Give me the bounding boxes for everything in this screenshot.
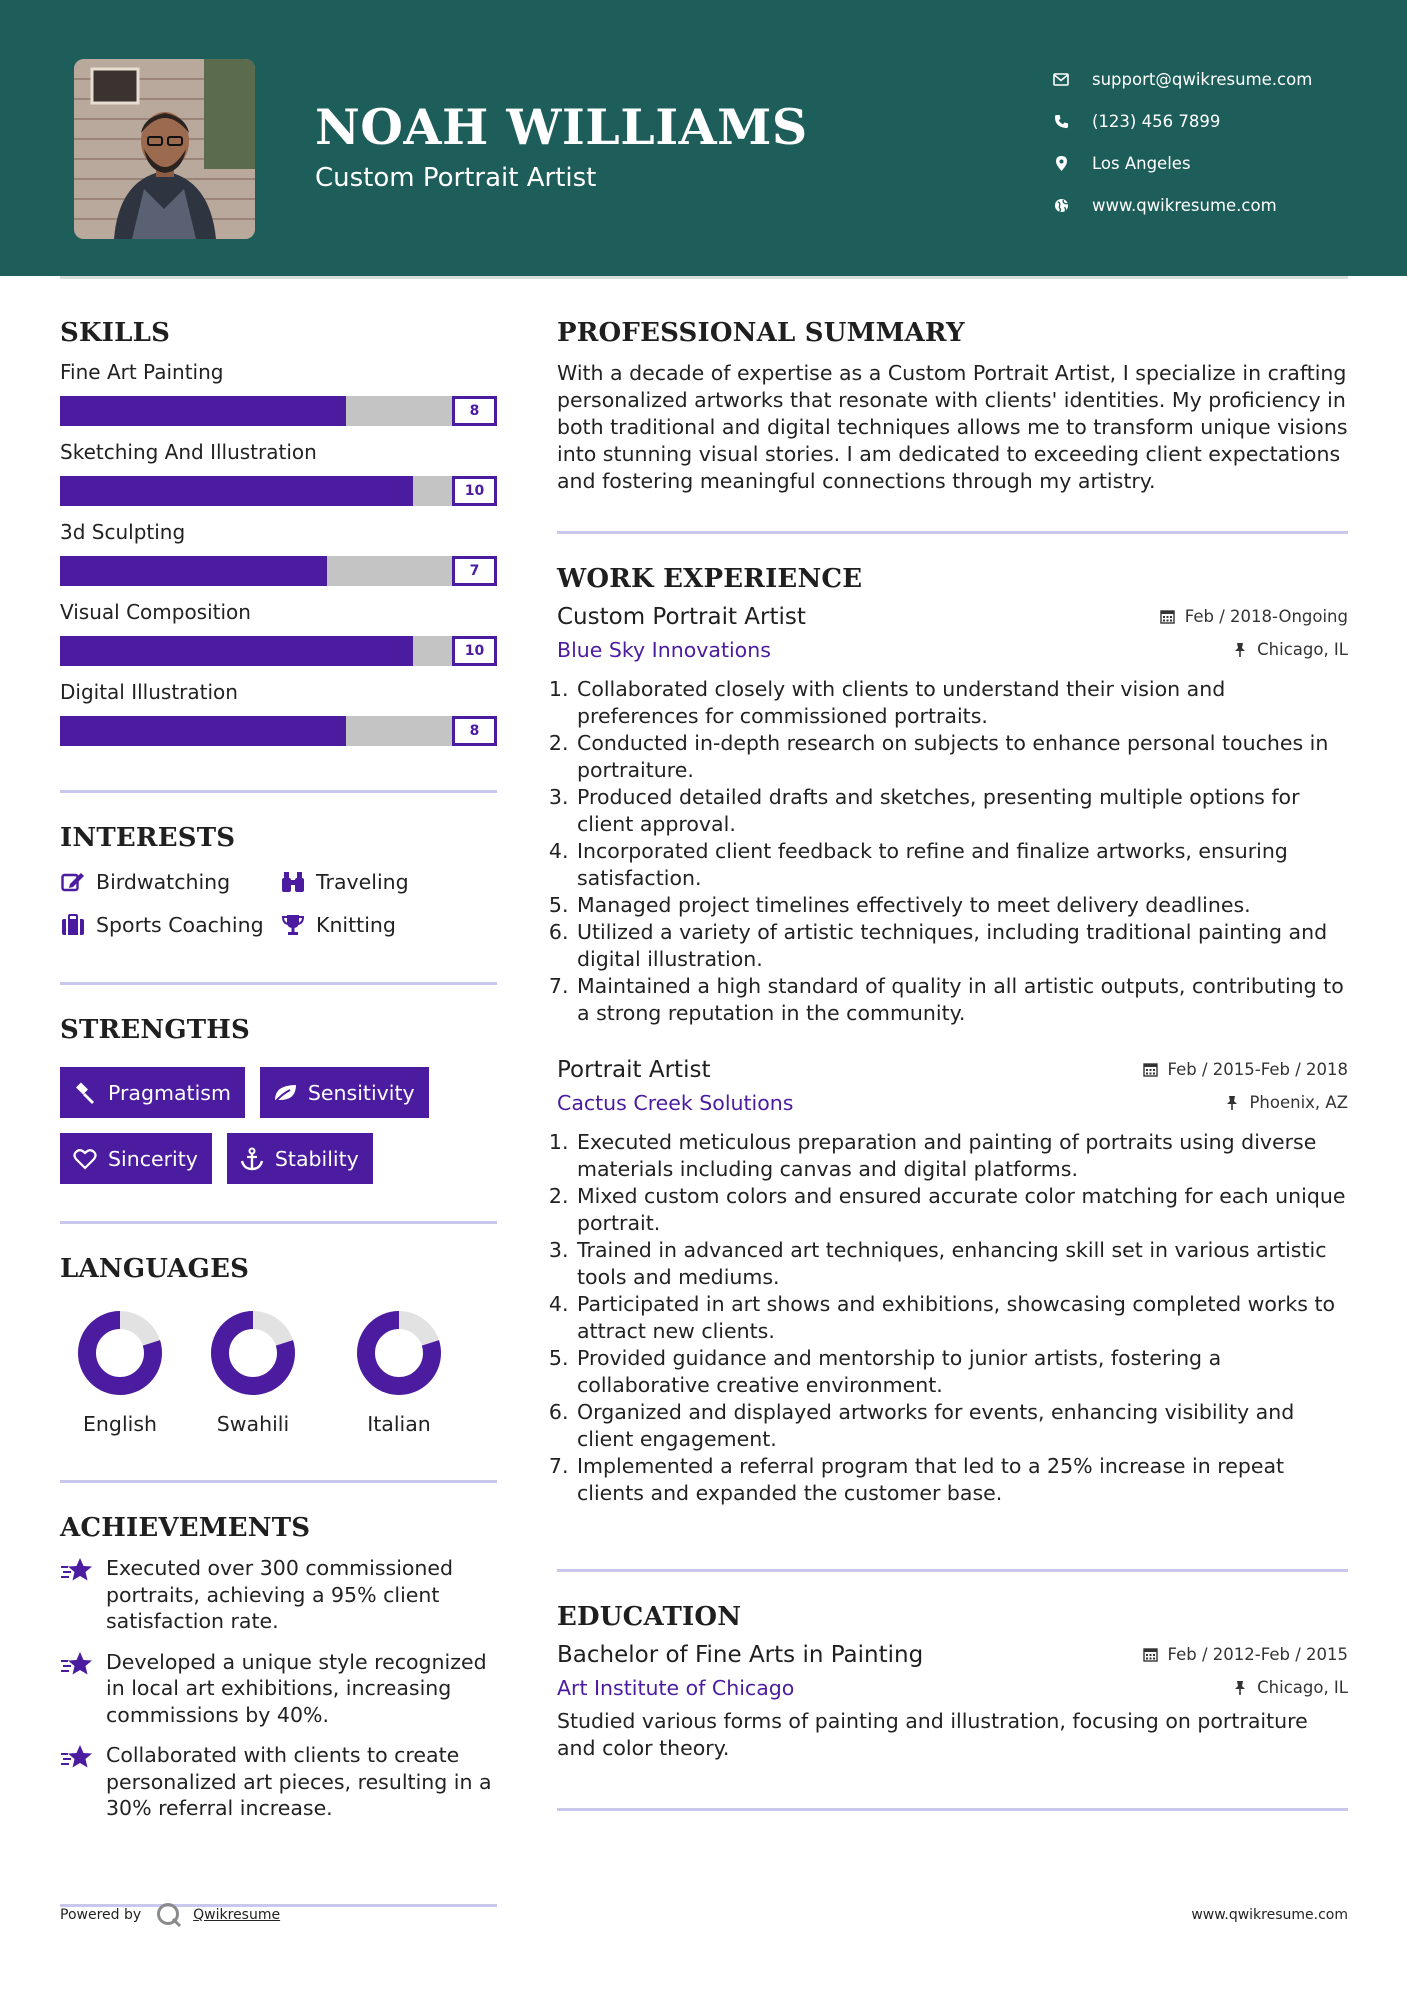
skill-bar <box>60 636 497 666</box>
job-subheader <box>557 638 1348 662</box>
language-label: Swahili <box>216 1412 290 1436</box>
language-donut <box>356 1310 442 1396</box>
job-title: Custom Portrait Artist <box>557 604 806 630</box>
section-divider <box>60 790 497 793</box>
contact-website-text: www.qwikresume.com <box>1092 195 1277 215</box>
company-name: Cactus Creek Solutions <box>557 1091 794 1115</box>
contact-list <box>1050 58 1312 226</box>
skill-bar <box>60 716 497 746</box>
job-header <box>557 604 1348 630</box>
job-location-text: Phoenix, AZ <box>1249 1093 1348 1112</box>
interest-label: Traveling <box>316 870 409 894</box>
skill-score: 7 <box>452 556 497 586</box>
interest-label: Birdwatching <box>96 870 231 894</box>
job-duties-list <box>557 1129 1348 1507</box>
skills-heading: SKILLS <box>60 318 171 348</box>
section-divider <box>60 982 497 985</box>
achievement-item <box>60 1742 497 1822</box>
binoculars-icon <box>280 869 306 895</box>
job-duty: 5. Provided guidance and mentorship to junior artists, fostering a collaborative creative environment. <box>575 1345 1348 1399</box>
pushpin-icon <box>1231 641 1249 659</box>
strength-badge <box>260 1067 429 1118</box>
job-duty: 1. Executed meticulous preparation and painting of portraits using diverse materials including canvas and digital platforms. <box>575 1129 1348 1183</box>
skill-score: 8 <box>452 716 497 746</box>
skill-name: 3d Sculpting <box>60 520 186 544</box>
candidate-name: NOAH WILLIAMS <box>315 98 808 156</box>
achievement-text: Developed a unique style recognized in local art exhibitions, increasing commissions by 40%. <box>106 1649 487 1727</box>
briefcase-icon <box>60 912 86 938</box>
skill-bar-fill <box>60 396 346 426</box>
job-dates-text: Feb / 2015-Feb / 2018 <box>1167 1060 1348 1079</box>
job-dates <box>1159 607 1348 626</box>
achievements-list <box>60 1555 497 1822</box>
contact-location-text: Los Angeles <box>1092 153 1191 173</box>
skill-name: Sketching And Illustration <box>60 440 317 464</box>
job-title: Portrait Artist <box>557 1057 711 1083</box>
skill-bar <box>60 556 497 586</box>
star-icon <box>60 1555 94 1585</box>
language-item <box>326 1310 472 1436</box>
strength-label: Stability <box>274 1146 359 1171</box>
job-duty: 4. Incorporated client feedback to refine and finalize artworks, ensuring satisfaction. <box>575 838 1348 892</box>
contact-phone[interactable] <box>1050 100 1312 142</box>
language-item <box>60 1310 180 1436</box>
contact-website[interactable] <box>1050 184 1312 226</box>
education-header <box>557 1642 1348 1668</box>
skill-score: 10 <box>452 636 497 666</box>
education-entry <box>557 1642 1348 1762</box>
job-duty: 2. Conducted in-depth research on subjects to enhance personal touches in portraiture. <box>575 730 1348 784</box>
education-description: Studied various forms of painting and illustration, focusing on portraiture and color theory. <box>557 1709 1308 1760</box>
interests-list <box>60 869 497 938</box>
job-dates <box>1142 1060 1348 1079</box>
experience-heading: WORK EXPERIENCE <box>557 564 863 594</box>
job-duties-list <box>557 676 1348 1027</box>
interest-label: Sports Coaching <box>96 913 264 937</box>
heart-icon <box>72 1146 98 1172</box>
education-dates-text: Feb / 2012-Feb / 2015 <box>1167 1645 1348 1664</box>
pushpin-icon <box>1231 1679 1249 1697</box>
achievements-heading: ACHIEVEMENTS <box>60 1513 311 1543</box>
skill-item <box>60 680 497 746</box>
job-location-text: Chicago, IL <box>1257 640 1348 659</box>
skill-bar-fill <box>60 636 413 666</box>
skill-name: Fine Art Painting <box>60 360 224 384</box>
interest-item <box>280 869 480 895</box>
education-heading: EDUCATION <box>557 1602 742 1632</box>
language-item <box>180 1310 326 1436</box>
contact-phone-text: (123) 456 7899 <box>1092 111 1221 131</box>
candidate-title: Custom Portrait Artist <box>315 163 597 193</box>
language-donut <box>77 1310 163 1396</box>
contact-email[interactable] <box>1050 58 1312 100</box>
school-name: Art Institute of Chicago <box>557 1676 795 1700</box>
job-entry <box>557 1057 1348 1507</box>
contact-location <box>1050 142 1312 184</box>
brand-link[interactable]: Qwikresume <box>193 1907 281 1923</box>
calendar-icon <box>1159 608 1177 626</box>
skill-item <box>60 520 497 586</box>
languages-heading: LANGUAGES <box>60 1254 250 1284</box>
section-divider <box>557 531 1348 534</box>
language-label: English <box>82 1412 158 1436</box>
skill-score: 10 <box>452 476 497 506</box>
summary-text: With a decade of expertise as a Custom Portrait Artist, I specialize in crafting personalized artworks that resonate with clients' identities. My proficiency in both traditional and digital techniques allows me to transform unique visions into stunning visual stories. I am dedicated to exceeding client expectations and fostering meaningful connections through my artistry. <box>557 361 1348 493</box>
job-duty: 3. Produced detailed drafts and sketches, presenting multiple options for client approval. <box>575 784 1348 838</box>
calendar-icon <box>1142 1061 1160 1079</box>
strength-badge <box>60 1067 245 1118</box>
calendar-icon <box>1142 1646 1160 1664</box>
job-duty: 3. Trained in advanced art techniques, enhancing skill set in various artistic tools and mediums. <box>575 1237 1348 1291</box>
strength-label: Sensitivity <box>307 1080 415 1105</box>
strength-label: Pragmatism <box>108 1080 231 1105</box>
education-location <box>1231 1678 1348 1697</box>
languages-list <box>60 1310 497 1436</box>
achievement-item <box>60 1555 497 1635</box>
interest-label: Knitting <box>316 913 396 937</box>
job-duty: 6. Utilized a variety of artistic techniques, including traditional painting and digital illustration. <box>575 919 1348 973</box>
envelope-icon <box>1050 68 1072 90</box>
skill-score: 8 <box>452 396 497 426</box>
section-divider <box>557 1569 1348 1572</box>
job-duty: 7. Maintained a high standard of quality in all artistic outputs, contributing to a strong reputation in the community. <box>575 973 1348 1027</box>
job-subheader <box>557 1091 1348 1115</box>
profile-photo <box>74 59 255 239</box>
skill-bar <box>60 476 497 506</box>
section-divider <box>557 1808 1348 1811</box>
phone-icon <box>1050 110 1072 132</box>
job-duty: 7. Implemented a referral program that led to a 25% increase in repeat clients and expanded the customer base. <box>575 1453 1348 1507</box>
footer-powered-by <box>60 1901 280 1929</box>
education-dates <box>1142 1645 1348 1664</box>
section-divider <box>60 1480 497 1483</box>
skill-bar-fill <box>60 716 346 746</box>
footer-url[interactable]: www.qwikresume.com <box>1191 1907 1348 1923</box>
powered-by-label: Powered by <box>60 1907 142 1923</box>
skill-item <box>60 600 497 666</box>
achievement-item <box>60 1649 497 1729</box>
globe-icon <box>1050 194 1072 216</box>
skill-bar-fill <box>60 556 327 586</box>
job-location <box>1231 640 1348 659</box>
right-column <box>557 318 1348 1811</box>
left-column <box>60 318 497 1822</box>
language-label: Italian <box>367 1412 431 1436</box>
achievement-text: Executed over 300 commissioned portraits, achieving a 95% client satisfaction rate. <box>106 1556 454 1633</box>
skill-item <box>60 440 497 506</box>
strengths-list <box>60 1067 497 1184</box>
job-duty: 4. Participated in art shows and exhibitions, showcasing completed works to attract new clients. <box>575 1291 1348 1345</box>
summary-heading: PROFESSIONAL SUMMARY <box>557 318 965 348</box>
company-name: Blue Sky Innovations <box>557 638 771 662</box>
strength-badge <box>60 1133 212 1184</box>
gavel-icon <box>72 1080 98 1106</box>
star-icon <box>60 1742 94 1772</box>
location-pin-icon <box>1050 152 1072 174</box>
leaf-icon <box>272 1080 298 1106</box>
interests-heading: INTERESTS <box>60 823 236 853</box>
header-divider <box>60 276 1348 279</box>
skill-bar <box>60 396 497 426</box>
strength-label: Sincerity <box>108 1146 198 1171</box>
trophy-icon <box>280 912 306 938</box>
pushpin-icon <box>1223 1094 1241 1112</box>
job-header <box>557 1057 1348 1083</box>
contact-email-text: support@qwikresume.com <box>1092 69 1313 89</box>
degree-title: Bachelor of Fine Arts in Painting <box>557 1642 924 1668</box>
skill-name: Digital Illustration <box>60 680 238 704</box>
education-subheader <box>557 1676 1348 1700</box>
job-location <box>1223 1093 1348 1112</box>
strength-badge <box>227 1133 373 1184</box>
language-donut <box>210 1310 296 1396</box>
skill-name: Visual Composition <box>60 600 251 624</box>
section-divider <box>60 1221 497 1224</box>
job-entry <box>557 604 1348 1027</box>
job-dates-text: Feb / 2018-Ongoing <box>1184 607 1348 626</box>
anchor-icon <box>239 1146 265 1172</box>
education-location-text: Chicago, IL <box>1257 1678 1348 1697</box>
skill-item <box>60 360 497 426</box>
skill-bar-fill <box>60 476 413 506</box>
achievement-text: Collaborated with clients to create personalized art pieces, resulting in a 30% referral increase. <box>106 1743 492 1820</box>
job-duty: 1. Collaborated closely with clients to understand their vision and preferences for commissioned portraits. <box>575 676 1348 730</box>
interest-item <box>280 912 480 938</box>
job-duty: 2. Mixed custom colors and ensured accurate color matching for each unique portrait. <box>575 1183 1348 1237</box>
star-icon <box>60 1649 94 1679</box>
qwikresume-logo-icon <box>155 1901 183 1929</box>
skills-list <box>60 360 497 746</box>
strengths-heading: STRENGTHS <box>60 1015 251 1045</box>
edit-icon <box>60 869 86 895</box>
interest-item <box>60 869 280 895</box>
job-duty: 6. Organized and displayed artworks for events, enhancing visibility and client engagement. <box>575 1399 1348 1453</box>
job-duty: 5. Managed project timelines effectively to meet delivery deadlines. <box>575 892 1348 919</box>
interest-item <box>60 912 280 938</box>
